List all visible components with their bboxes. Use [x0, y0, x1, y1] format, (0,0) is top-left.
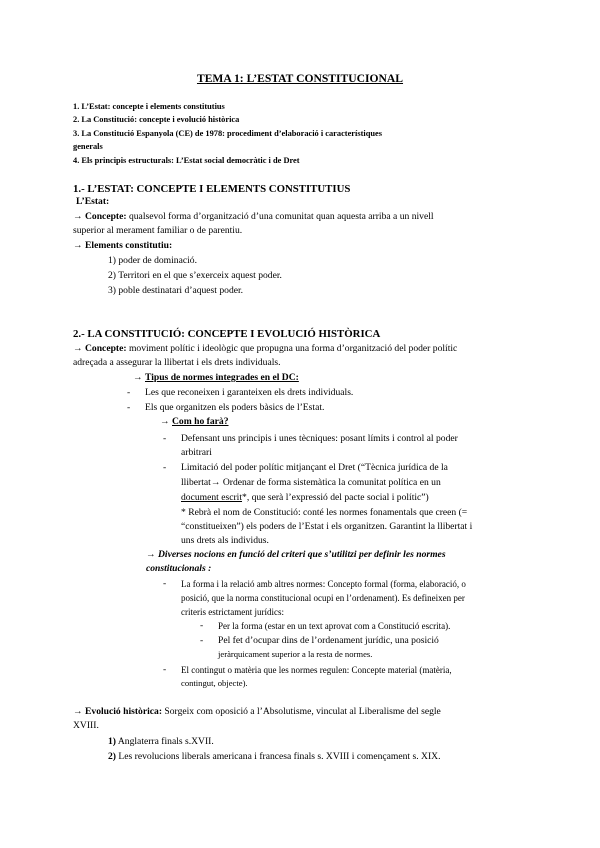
note-line: uns drets als individus. [181, 535, 269, 546]
arrow-icon: → [73, 211, 83, 222]
section-1-subheading: L’Estat: [76, 196, 110, 207]
dash-icon: - [163, 578, 167, 589]
com-line [160, 416, 229, 429]
list-item: 2) Territori en el que s’exerceix aquest poder. [108, 270, 282, 281]
toc-item: 1. L’Estat: concepte i elements constitutius [73, 102, 225, 111]
s2-concepte-line [73, 343, 457, 356]
forma-line: La forma i la relació amb altres normes: Concepto formal (forma, elaboració, o [181, 579, 466, 589]
com-item-1: Defensant uns principis i unes tècniques: posant límits i control al poder [181, 433, 458, 444]
arrow-icon: → [133, 372, 143, 383]
tipus-line [133, 372, 299, 385]
com-item-1-cont: arbitrari [181, 447, 212, 458]
dash-icon: - [200, 635, 204, 646]
com-item-2: Limitació del poder polític mitjançant el Dret (“Tècnica jurídica de la [181, 462, 448, 473]
document-escrit-text: document escrit [181, 492, 243, 503]
list-number: 2) [108, 751, 116, 762]
page-title-text: TEMA 1: L’ESTAT CONSTITUCIONAL [196, 72, 404, 85]
com-item-2-cont: llibertat→ Ordenar de forma sistemàtica la comunitat política en un [181, 477, 441, 488]
list-text: Les revolucions liberals americana i francesa finals s. XVIII i començament s. XIX. [116, 751, 441, 762]
elements-label: Elements constitutiu: [85, 240, 173, 251]
list-item [108, 751, 440, 764]
arrow-icon: → [160, 416, 170, 427]
list-item: Els que organitzen els poders bàsics de l’Estat. [145, 402, 325, 413]
s2-concepte-text: moviment polític i ideològic que propugna una forma d’organització del poder polític [126, 343, 458, 354]
tipus-label: Tipus de normes integrades en el DC: [145, 372, 299, 383]
toc-item: 2. La Constitució: concepte i evolució històrica [73, 115, 240, 124]
diverses-label: Diverses nocions en funció del criteri que s’utilitzi per definir les normes [158, 549, 446, 560]
section-2-heading: 2.- LA CONSTITUCIÓ: CONCEPTE I EVOLUCIÓ HISTÒRICA [73, 328, 381, 340]
evolucio-label: Evolució històrica: [85, 706, 163, 717]
dash-icon: - [127, 387, 131, 398]
forma-line: criteris estrictament jurídics: [181, 607, 284, 617]
list-item: 3) poble destinatari d’aquest poder. [108, 285, 244, 296]
concepte-text-cont: superior al merament familiar o de parentiu. [73, 225, 243, 236]
com-item-2-rest: *, que serà l’expressió del pacte social i polític”) [242, 492, 429, 503]
concepte-line [73, 211, 434, 224]
page-title [0, 71, 600, 87]
section-1-heading: 1.- L’ESTAT: CONCEPTE I ELEMENTS CONSTITUTIUS [73, 183, 351, 195]
com-label: Com ho farà? [172, 416, 229, 427]
toc-item: generals [73, 142, 103, 151]
arrow-icon: → [73, 706, 83, 717]
arrow-icon: → [146, 549, 156, 560]
diverses-label-cont: constitucionals : [146, 563, 212, 574]
dash-icon: - [163, 462, 167, 473]
evolucio-line [73, 706, 441, 719]
arrow-icon: → [73, 240, 83, 251]
toc-item: 4. Els principis estructurals: L’Estat social democràtic i de Dret [73, 156, 300, 165]
com-item-2-cont2 [181, 492, 429, 505]
list-item [108, 736, 214, 749]
s2-concepte-label: Concepte: [85, 343, 127, 354]
list-text: Anglaterra finals s.XVII. [116, 736, 214, 747]
arrow-icon: → [73, 343, 83, 354]
evolucio-text: Sorgeix com oposició a l’Absolutisme, vinculat al Liberalisme del segle [162, 706, 441, 717]
diverses-line [146, 549, 446, 562]
dash-icon: - [163, 433, 167, 444]
forma-line: posició, que la norma constitucional ocupi en l’ordenament). Es defineixen per [181, 593, 465, 603]
note-line: * Rebrà el nom de Constitució: conté les normes fonamentals que creen (= [181, 507, 468, 518]
dash-icon: - [200, 620, 204, 631]
contingut-item: El contingut o matèria que les normes regulen: Concepte material (matèria, [181, 665, 452, 675]
elements-line [73, 240, 172, 253]
concepte-label: Concepte: [85, 211, 127, 222]
list-number: 1) [108, 736, 116, 747]
toc-item: 3. La Constitució Espanyola (CE) de 1978: procediment d’elaboració i característiques [73, 129, 383, 138]
contingut-item-cont: contingut, objecte). [181, 678, 248, 688]
evolucio-text-cont: XVIII. [73, 720, 99, 731]
list-item: Les que reconeixen i garanteixen els drets individuals. [145, 387, 354, 398]
dash-icon: - [163, 664, 167, 675]
s2-concepte-text-cont: adreçada a assegurar la llibertat i els drets individuals. [73, 357, 281, 368]
pel-fet-item: Pel fet d’ocupar dins de l’ordenament jurídic, una posició [218, 635, 439, 646]
per-forma-item: Per la forma (estar en un text aprovat com a Constitució escrita). [218, 621, 451, 631]
pel-fet-item-cont: jeràrquicament superior a la resta de normes. [218, 649, 373, 659]
dash-icon: - [127, 402, 131, 413]
note-line: “constitueixen”) els poders de l’Estat i els organitzen. Garantint la llibertat i [181, 521, 473, 532]
list-item: 1) poder de dominació. [108, 255, 197, 266]
concepte-text: qualsevol forma d’organització d’una comunitat quan aquesta arriba a un nivell [126, 211, 434, 222]
